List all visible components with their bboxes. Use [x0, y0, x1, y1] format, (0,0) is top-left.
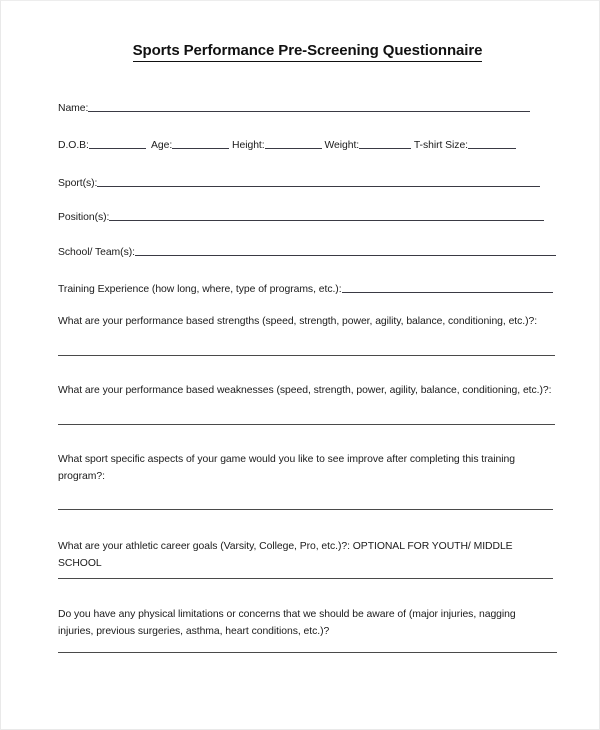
answer-line-strengths[interactable]: [58, 355, 555, 356]
height-input-line[interactable]: [265, 138, 322, 149]
dob-input-line[interactable]: [89, 138, 146, 149]
tshirt-size-label: T-shirt Size:: [413, 140, 469, 151]
weight-input-line[interactable]: [359, 138, 411, 149]
training-experience-field-row: [58, 282, 553, 297]
positions-field-row: [58, 210, 544, 225]
question-sport-specific-improvements: What sport specific aspects of your game would you like to see improve after completing this training program?:: [58, 454, 515, 482]
answer-line-physical-limitations[interactable]: [58, 652, 557, 653]
height-label: Height:: [232, 140, 265, 151]
measurements-field-row: [58, 138, 516, 153]
age-label: Age:: [151, 140, 173, 151]
age-input-line[interactable]: [172, 138, 229, 149]
sports-input-line[interactable]: [97, 176, 540, 187]
question-weaknesses: What are your performance based weaknesses (speed, strength, power, agility, balance, conditioning, etc.)?:: [58, 385, 552, 396]
name-label: Name:: [58, 103, 89, 114]
training-experience-input-line[interactable]: [342, 282, 553, 293]
page-title-container: [58, 42, 557, 62]
positions-label: Position(s):: [58, 212, 110, 223]
sports-field-row: [58, 176, 540, 191]
answer-line-sport-specific[interactable]: [58, 509, 553, 510]
training-experience-label: Training Experience (how long, where, type of programs, etc.):: [58, 284, 342, 295]
school-team-label: School/ Team(s):: [58, 247, 135, 258]
weight-label: Weight:: [324, 140, 360, 151]
page-title: Sports Performance Pre-Screening Questionnaire: [133, 42, 483, 62]
school-team-input-line[interactable]: [135, 245, 556, 256]
sports-label: Sport(s):: [58, 178, 98, 189]
answer-line-weaknesses[interactable]: [58, 424, 555, 425]
tshirt-size-input-line[interactable]: [468, 138, 516, 149]
name-field-row: [58, 101, 530, 116]
question-strengths: What are your performance based strengths (speed, strength, power, agility, balance, conditioning, etc.)?:: [58, 316, 538, 327]
name-input-line[interactable]: [88, 101, 530, 112]
school-team-field-row: [58, 245, 556, 260]
question-career-goals: What are your athletic career goals (Varsity, College, Pro, etc.)?: OPTIONAL FOR YOUTH/ MIDDLE SCHOOL: [58, 541, 513, 569]
question-physical-limitations: Do you have any physical limitations or concerns that we should be aware of (major injuries, nagging injuries, previous surgeries, asthma, heart conditions, etc.)?: [58, 609, 516, 637]
answer-line-career-goals[interactable]: [58, 578, 553, 579]
positions-input-line[interactable]: [109, 210, 544, 221]
dob-label: D.O.B:: [58, 140, 89, 151]
